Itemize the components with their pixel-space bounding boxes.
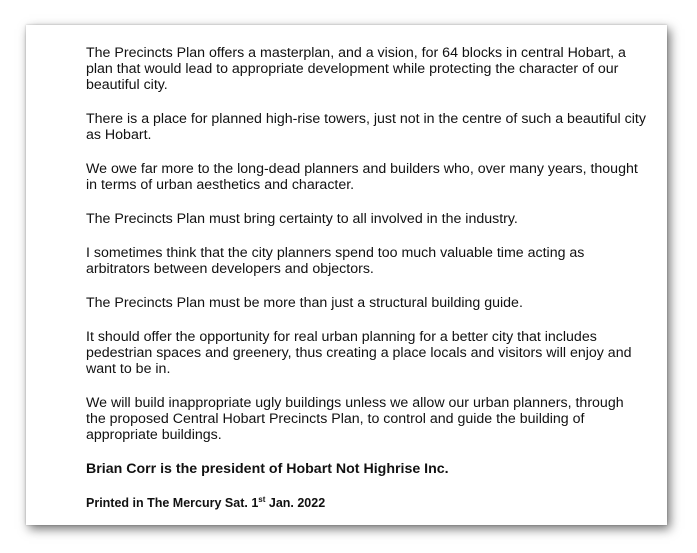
paragraph-5: I sometimes think that the city planners spend too much valuable time acting as arbitrators between developers and objectors.	[86, 245, 585, 277]
paragraph-7: It should offer the opportunity for real urban planning for a better city that includes pedestrian spaces and greenery, thus creating a place locals and visitors will enjoy and want to be in.	[86, 329, 632, 377]
publication-note	[86, 495, 646, 511]
paragraph-3: We owe far more to the long-dead planners and builders who, over many years, thought in terms of urban aesthetics and character.	[86, 161, 638, 193]
publication-note-suffix: Jan. 2022	[265, 496, 326, 510]
paragraph-8: We will build inappropriate ugly buildings unless we allow our urban planners, through the proposed Central Hobart Precincts Plan, to control and guide the building of appropriate buildings.	[86, 395, 624, 443]
author-note: Brian Corr is the president of Hobart Not Highrise Inc.	[86, 461, 449, 477]
publication-note-prefix: Printed in The Mercury Sat. 1	[86, 496, 259, 510]
paragraph-6: The Precincts Plan must be more than just a structural building guide.	[86, 295, 523, 311]
paragraph-1: The Precincts Plan offers a masterplan, and a vision, for 64 blocks in central Hobart, a plan that would lead to appropriate development while protecting the character of our beautiful city.	[86, 45, 626, 93]
paragraph-2: There is a place for planned high-rise towers, just not in the centre of such a beautiful city as Hobart.	[86, 111, 646, 143]
article-body	[86, 45, 646, 511]
publication-note-superscript: st	[258, 495, 266, 504]
document-page	[26, 25, 667, 525]
paragraph-4: The Precincts Plan must bring certainty to all involved in the industry.	[86, 211, 518, 227]
